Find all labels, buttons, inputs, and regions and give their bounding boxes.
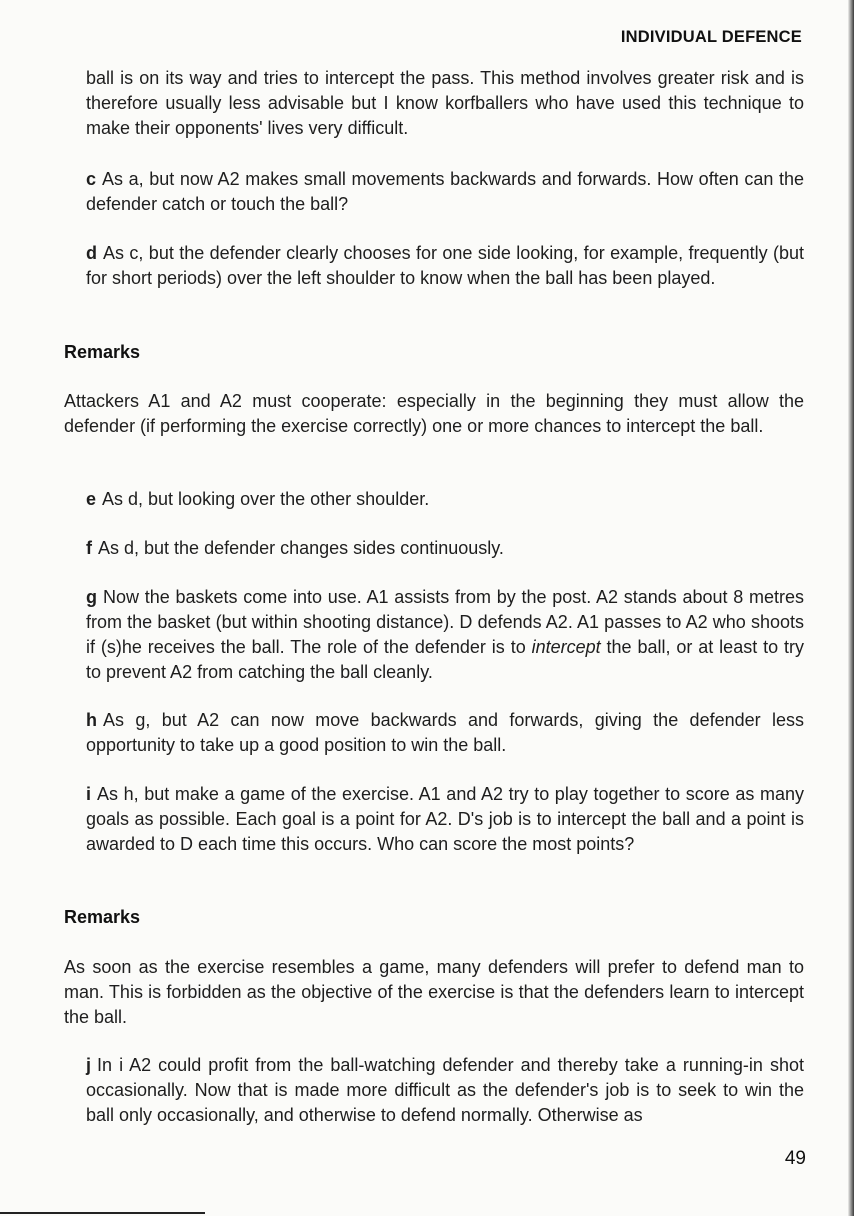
remarks-heading: Remarks: [64, 342, 141, 362]
exercise-letter: h: [86, 710, 97, 730]
exercise-text: As h, but make a game of the exercise. A1 and A2 try to play together to score as many goals as possible. Each goal is a point for A2. D's job is to intercept the ball and a point is awarded to D each time this occurs. Who can score the most points?: [86, 784, 804, 854]
exercise-letter: i: [86, 784, 92, 804]
exercise-d: [86, 241, 804, 291]
exercise-letter: c: [86, 169, 97, 189]
remarks-text: As soon as the exercise resembles a game, many defenders will prefer to defend man to man. This is forbidden as the objective of the exercise is that the defenders learn to intercept the ball.: [64, 957, 804, 1027]
exercise-letter: f: [86, 538, 92, 558]
exercise-letter: j: [86, 1055, 92, 1075]
exercise-text: As g, but A2 can now move backwards and forwards, giving the defender less opportunity to take up a good position to win the ball.: [86, 710, 804, 755]
paragraph-intro: ball is on its way and tries to intercept the pass. This method involves greater risk and is therefore usually less advisable but I know korfballers who have used this technique to make their opponents' lives very difficult.: [86, 68, 804, 138]
exercise-f: [86, 536, 804, 561]
page-edge-shadow: [848, 0, 854, 1216]
exercise-e: [86, 487, 804, 512]
remarks-text: Attackers A1 and A2 must cooperate: especially in the beginning they must allow the defender (if performing the exercise correctly) one or more chances to intercept the ball.: [64, 391, 804, 436]
page-number: 49: [784, 1148, 806, 1169]
exercise-i: [86, 782, 804, 857]
exercise-text: As c, but the defender clearly chooses for one side looking, for example, frequently (but for short periods) over the left shoulder to know when the ball has been played.: [86, 243, 804, 288]
exercise-text: Now the baskets come into use. A1 assists from by the post. A2 stands about 8 metres from the basket (but within shooting distance). D defends A2. A1 passes to A2 who shoots if (s)he receives the ball. The role of the defender is to: [86, 587, 804, 657]
bottom-rule: [0, 1212, 205, 1214]
exercise-j: [86, 1053, 804, 1128]
exercise-letter: e: [86, 489, 97, 509]
running-head: INDIVIDUAL DEFENCE: [620, 28, 802, 46]
exercise-letter: g: [86, 587, 97, 607]
exercise-letter: d: [86, 243, 97, 263]
exercise-c: [86, 167, 804, 217]
emphasis-word: intercept: [531, 637, 601, 657]
exercise-text: the ball, or at least to try to prevent A2 from catching the ball cleanly.: [86, 637, 804, 682]
exercise-text: As a, but now A2 makes small movements backwards and forwards. How often can the defender catch or touch the ball?: [86, 169, 804, 214]
remarks-heading: Remarks: [64, 907, 141, 927]
exercise-h: [86, 708, 804, 758]
exercise-text: As d, but the defender changes sides continuously.: [98, 538, 504, 558]
exercise-g: [86, 585, 804, 685]
exercise-text: In i A2 could profit from the ball-watching defender and thereby take a running-in shot occasionally. Now that is made more difficult as the defender's job is to seek to win the ball only occasionally, and otherwise to defend normally. Otherwise as: [86, 1055, 804, 1125]
exercise-text: As d, but looking over the other shoulder.: [102, 489, 430, 509]
